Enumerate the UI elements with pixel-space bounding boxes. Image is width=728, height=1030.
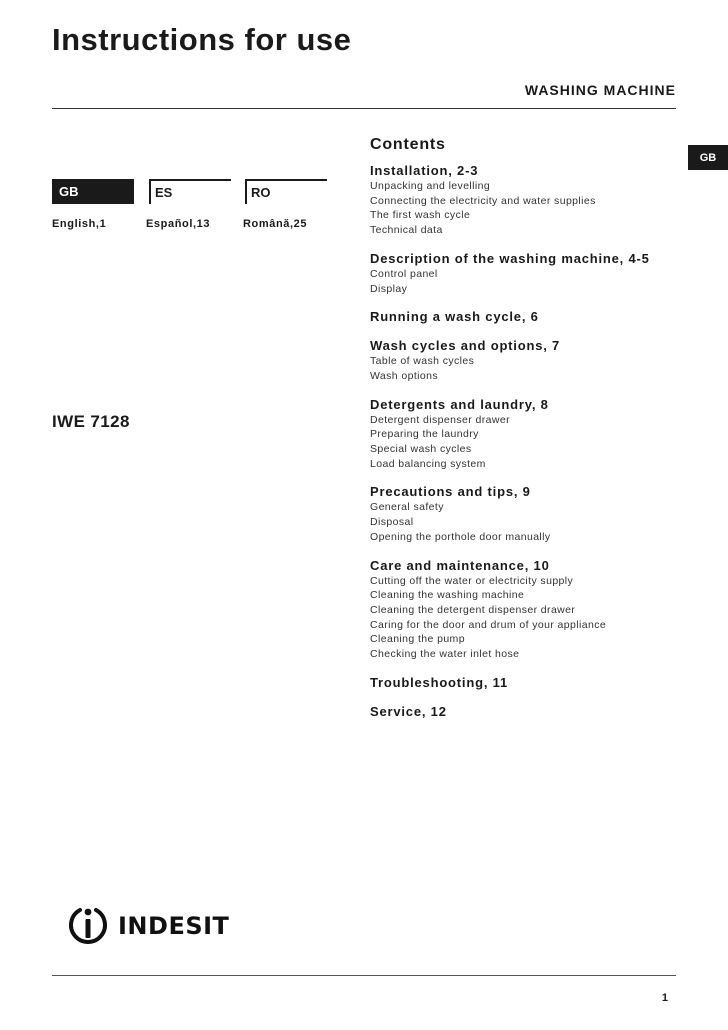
language-label-espanol: Español,13 <box>146 218 211 230</box>
toc-section-title[interactable]: Wash cycles and options, 7 <box>370 338 561 354</box>
indesit-logo-icon <box>66 904 110 948</box>
toc-item[interactable]: Cleaning the pump <box>370 633 465 646</box>
toc-section-installation <box>370 162 690 238</box>
toc-item[interactable]: Opening the porthole door manually <box>370 530 551 543</box>
toc-section-title[interactable]: Description of the washing machine, 4-5 <box>370 250 650 266</box>
language-box-es[interactable]: ES <box>149 179 231 204</box>
footer-divider <box>52 975 676 976</box>
toc-item[interactable]: Display <box>370 282 408 295</box>
toc-item[interactable]: Cleaning the detergent dispenser drawer <box>370 603 576 616</box>
toc-item[interactable]: The first wash cycle <box>370 209 471 222</box>
toc-item[interactable]: Disposal <box>370 516 414 529</box>
toc-section-title[interactable]: Detergents and laundry, 8 <box>370 396 549 412</box>
language-label-english: English,1 <box>52 218 107 230</box>
model-number: IWE 7128 <box>52 412 130 431</box>
toc-section-care <box>370 557 690 662</box>
toc-section-wash-cycles <box>370 337 690 383</box>
language-box-ro[interactable]: RO <box>245 179 327 204</box>
toc-section-title[interactable]: Troubleshooting, 11 <box>370 674 508 690</box>
toc-section-precautions <box>370 483 690 544</box>
brand-name: INDESIT <box>118 912 230 940</box>
toc-section-description <box>370 250 690 296</box>
toc-section-title[interactable]: Care and maintenance, 10 <box>370 557 550 573</box>
toc-section-title[interactable]: Installation, 2-3 <box>370 163 479 178</box>
toc-item[interactable]: Load balancing system <box>370 457 486 470</box>
toc-section-running <box>370 308 690 325</box>
toc-item[interactable]: Control panel <box>370 267 438 280</box>
toc-section-title[interactable]: Precautions and tips, 9 <box>370 484 531 500</box>
toc-section-title[interactable]: Service, 12 <box>370 703 447 719</box>
toc-item[interactable]: Technical data <box>370 224 443 237</box>
toc-item[interactable]: Special wash cycles <box>370 443 472 456</box>
table-of-contents <box>370 136 690 732</box>
page-title: Instructions for use <box>52 22 352 57</box>
language-side-tab: GB <box>688 145 728 170</box>
toc-section-service <box>370 703 690 720</box>
toc-item[interactable]: Wash options <box>370 369 439 382</box>
language-label-romana: Română,25 <box>243 218 308 230</box>
language-box-gb[interactable]: GB <box>52 179 134 204</box>
toc-item[interactable]: Unpacking and levelling <box>370 180 491 192</box>
page-number: 1 <box>661 992 668 1004</box>
toc-item[interactable]: General safety <box>370 501 444 514</box>
product-type: WASHING MACHINE <box>524 82 676 98</box>
toc-item[interactable]: Detergent dispenser drawer <box>370 413 510 426</box>
toc-item[interactable]: Cutting off the water or electricity supply <box>370 574 574 587</box>
toc-section-detergents <box>370 396 690 472</box>
toc-item[interactable]: Caring for the door and drum of your appliance <box>370 618 607 631</box>
contents-title: Contents <box>370 136 446 153</box>
toc-section-title[interactable]: Running a wash cycle, 6 <box>370 309 539 325</box>
toc-item[interactable]: Checking the water inlet hose <box>370 648 520 661</box>
toc-item[interactable]: Connecting the electricity and water supplies <box>370 194 596 207</box>
toc-item[interactable]: Cleaning the washing machine <box>370 589 525 602</box>
brand-logo <box>66 904 229 948</box>
header-divider <box>52 108 676 109</box>
toc-item[interactable]: Table of wash cycles <box>370 355 475 368</box>
toc-item[interactable]: Preparing the laundry <box>370 428 479 441</box>
toc-section-troubleshooting <box>370 674 690 691</box>
